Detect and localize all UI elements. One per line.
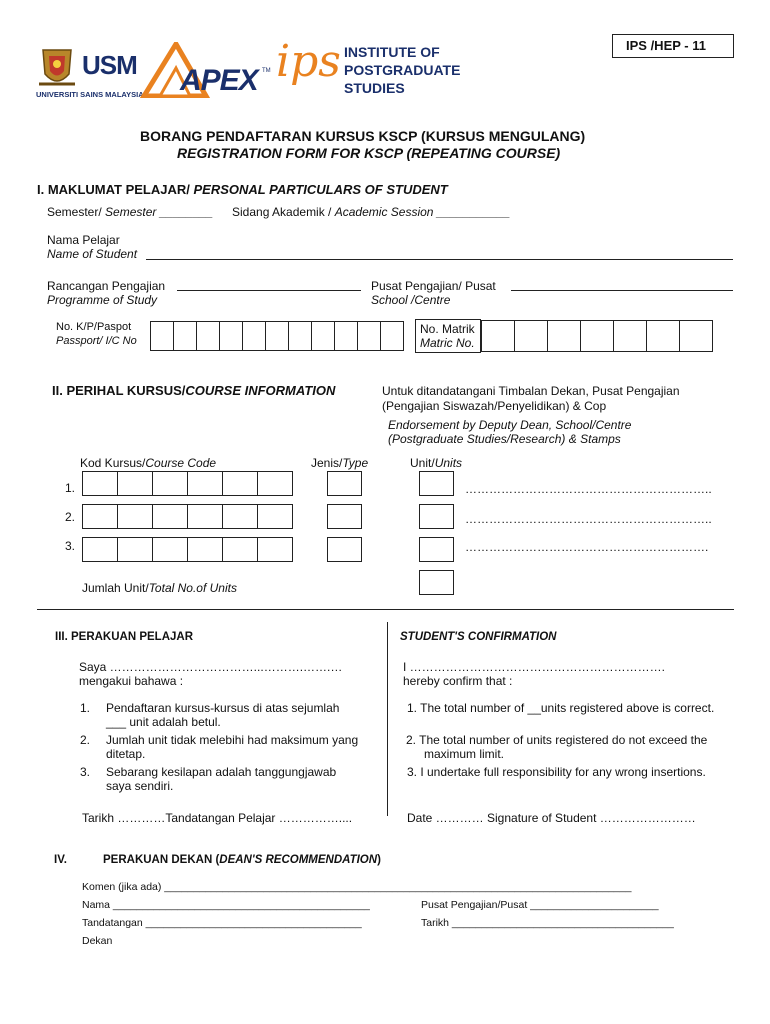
section3-heading-malay: III. PERAKUAN PELAJAR <box>55 631 194 643</box>
school-input-line[interactable] <box>511 290 733 291</box>
title-english: REGISTRATION FORM FOR KSCP (REPEATING COURSE) <box>177 145 561 161</box>
student-date-signature-english[interactable]: Date ………… Signature of Student …………………… <box>407 811 696 825</box>
school-label-malay: Pusat Pengajian/ Pusat <box>371 279 496 293</box>
programme-label-malay: Rancangan Pengajian <box>47 279 166 293</box>
section2-heading-english: COURSE INFORMATION <box>185 383 336 398</box>
matric-label-english: Matric No. <box>420 336 475 350</box>
tandatangan-field[interactable]: Tandatangan _____________________________________ <box>82 917 362 929</box>
semester-label-english: Semester ________ <box>105 205 214 219</box>
malay-item-line2: saya sendiri. <box>106 779 174 793</box>
total-units-malay: Jumlah Unit/ <box>82 581 149 595</box>
apex-tm: TM <box>262 68 271 74</box>
pusat-field[interactable]: Pusat Pengajian/Pusat ______________________ <box>421 899 659 911</box>
course-row-number: 3. <box>65 539 76 553</box>
ips-mark: ips <box>276 36 341 87</box>
course-endorse-dots: ……………………………………………………. <box>465 540 709 554</box>
course-code-boxes[interactable] <box>82 471 293 496</box>
course-code-boxes[interactable] <box>82 504 293 529</box>
section-divider <box>37 609 734 610</box>
malay-item-line1: Pendaftaran kursus-kursus di atas sejumlah <box>106 701 340 715</box>
course-code-boxes[interactable] <box>82 537 293 562</box>
student-date-signature-malay[interactable]: Tarikh …………Tandatangan Pelajar …………….... <box>82 811 353 825</box>
total-units-box[interactable] <box>419 570 454 595</box>
session-field[interactable] <box>232 205 510 219</box>
form-code: IPS /HEP - 11 <box>626 38 706 53</box>
course-type-box[interactable] <box>327 537 362 562</box>
endorse-english-line2: (Postgraduate Studies/Research) & Stamps <box>388 432 621 446</box>
section4-heading-close: ) <box>377 854 381 866</box>
col-course-code <box>80 456 216 470</box>
col-type <box>311 456 368 470</box>
session-label-english: Academic Session ___________ <box>334 205 511 219</box>
session-label-malay: Sidang Akademik / <box>232 205 332 219</box>
name-label-malay: Nama Pelajar <box>47 233 120 247</box>
ic-label-malay: No. K/P/Paspot <box>56 321 132 333</box>
col-unit-english: Units <box>434 456 463 470</box>
course-unit-box[interactable] <box>419 504 454 529</box>
hereby-text: hereby confirm that : <box>403 674 513 688</box>
total-units-label <box>82 581 237 595</box>
section4-heading-english: DEAN'S RECOMMENDATION <box>219 854 378 866</box>
english-item-line1: 3. I undertake full responsibility for any wrong insertions. <box>407 765 706 779</box>
semester-label-malay: Semester/ <box>47 205 102 219</box>
usm-logo-word: USM <box>82 50 137 80</box>
col-type-english: Type <box>342 456 369 470</box>
institute-line2: POSTGRADUATE <box>344 62 461 78</box>
col-units <box>410 456 462 470</box>
section4-number: IV. <box>54 854 68 866</box>
course-row-number: 1. <box>65 481 76 495</box>
section1-heading-malay: I. MAKLUMAT PELAJAR/ <box>37 182 190 197</box>
usm-subtitle: UNIVERSITI SAINS MALAYSIA <box>36 90 144 99</box>
malay-item-line2: ___ unit adalah betul. <box>106 715 221 729</box>
tarikh-field[interactable]: Tarikh ______________________________________ <box>421 917 674 929</box>
apex-logo-word: APEX <box>180 64 258 97</box>
column-divider <box>387 622 388 816</box>
semester-field[interactable] <box>47 205 213 219</box>
institute-line3: STUDIES <box>344 80 405 96</box>
programme-input-line[interactable] <box>177 290 361 291</box>
english-item-line1: 1. The total number of __units registered above is correct. <box>407 701 715 715</box>
matric-label-malay: No. Matrik <box>420 322 475 336</box>
endorse-english-line1: Endorsement by Deputy Dean, School/Centre <box>388 418 632 432</box>
section1-heading-english: PERSONAL PARTICULARS OF STUDENT <box>193 182 448 197</box>
school-label-english: School /Centre <box>371 293 451 307</box>
usm-crest-icon <box>37 44 77 92</box>
section2-heading <box>52 383 335 398</box>
ic-number-boxes[interactable] <box>150 321 404 351</box>
ic-label-english: Passport/ I/C No <box>56 335 137 347</box>
programme-label-english: Programme of Study <box>47 293 158 307</box>
institute-line1: INSTITUTE OF <box>344 44 440 60</box>
col-code-malay: Kod Kursus/ <box>80 456 146 470</box>
name-input-line[interactable] <box>146 259 733 260</box>
section2-heading-malay: II. PERIHAL KURSUS/ <box>52 383 186 398</box>
malay-item-num: 1. <box>80 701 91 715</box>
saya-line[interactable]: Saya ………………………………...……….…….… <box>79 660 343 674</box>
col-code-english: Course Code <box>145 456 217 470</box>
col-type-malay: Jenis/ <box>311 456 343 470</box>
dekan-label: Dekan <box>82 935 113 947</box>
course-row-number: 2. <box>65 510 76 524</box>
malay-item-line1: Jumlah unit tidak melebihi had maksimum yang <box>106 733 359 747</box>
total-units-english: Total No.of Units <box>148 581 237 595</box>
name-label-english: Name of Student <box>47 247 138 261</box>
nama-field[interactable]: Nama ____________________________________________ <box>82 899 370 911</box>
col-unit-malay: Unit/ <box>410 456 435 470</box>
section3-heading-english: STUDENT'S CONFIRMATION <box>400 631 557 643</box>
course-unit-box[interactable] <box>419 537 454 562</box>
malay-item-num: 2. <box>80 733 91 747</box>
endorse-malay-line2: (Pengajian Siswazah/Penyelidikan) & Cop <box>382 399 607 413</box>
course-unit-box[interactable] <box>419 471 454 496</box>
malay-item-line2: ditetap. <box>106 747 146 761</box>
english-item-line1: 2. The total number of units registered do not exceed the <box>406 733 708 747</box>
malay-item-num: 3. <box>80 765 91 779</box>
course-endorse-dots: …………………………………………………….. <box>465 482 712 496</box>
course-type-box[interactable] <box>327 471 362 496</box>
title-malay: BORANG PENDAFTARAN KURSUS KSCP (KURSUS MENGULANG) <box>140 128 586 144</box>
section1-heading <box>37 182 448 197</box>
matric-number-boxes[interactable] <box>481 320 713 352</box>
komen-field[interactable]: Komen (jika ada) ________________________________________________________________________________ <box>82 881 632 893</box>
mengakui-text: mengakui bahawa : <box>79 674 184 688</box>
section4-heading-malay: PERAKUAN DEKAN ( <box>103 854 220 866</box>
endorse-malay-line1: Untuk ditandatangani Timbalan Dekan, Pusat Pengajian <box>382 384 680 398</box>
course-type-box[interactable] <box>327 504 362 529</box>
course-endorse-dots: …………………………………………………….. <box>465 512 712 526</box>
malay-item-line1: Sebarang kesilapan adalah tanggungjawab <box>106 765 337 779</box>
i-line[interactable]: I ………………………………………………………. <box>403 660 666 674</box>
section4-heading <box>103 853 381 867</box>
english-item-line2: maximum limit. <box>424 747 504 761</box>
